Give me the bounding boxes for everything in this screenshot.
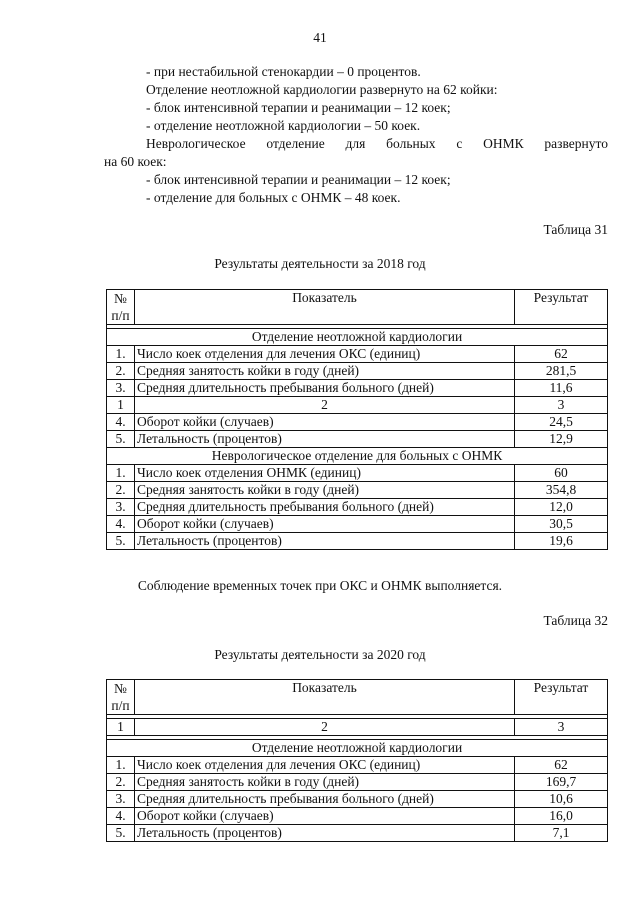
intro-line: - блок интенсивной терапии и реанимации – 12 коек; bbox=[146, 172, 451, 187]
row-indicator: Летальность (процентов) bbox=[135, 533, 515, 550]
table-row bbox=[107, 533, 608, 550]
row-num: 3. bbox=[107, 380, 135, 397]
table-row bbox=[107, 465, 608, 482]
row-result: 30,5 bbox=[515, 516, 608, 533]
row-num: 2. bbox=[107, 482, 135, 499]
row-num: 1. bbox=[107, 465, 135, 482]
row-num: 1. bbox=[107, 757, 135, 774]
column-numbering-row bbox=[107, 397, 608, 414]
row-indicator: Средняя длительность пребывания больного (дней) bbox=[135, 791, 515, 808]
table-row bbox=[107, 825, 608, 842]
header-result: Результат bbox=[515, 290, 608, 325]
section-row bbox=[107, 448, 608, 465]
row-indicator: 2 bbox=[135, 397, 515, 414]
table-row bbox=[107, 346, 608, 363]
table32-label: Таблица 32 bbox=[543, 613, 608, 628]
row-num: 1 bbox=[107, 397, 135, 414]
row-indicator: Летальность (процентов) bbox=[135, 825, 515, 842]
row-num: 3. bbox=[107, 499, 135, 516]
intro-line: - отделение неотложной кардиологии – 50 коек. bbox=[146, 118, 421, 133]
table-header-row bbox=[107, 680, 608, 715]
row-result: 12,9 bbox=[515, 431, 608, 448]
table-row bbox=[107, 774, 608, 791]
table31 bbox=[106, 289, 608, 550]
row-num: 2. bbox=[107, 774, 135, 791]
row-num: 3. bbox=[107, 791, 135, 808]
section-title: Отделение неотложной кардиологии bbox=[107, 329, 608, 346]
row-result: 10,6 bbox=[515, 791, 608, 808]
table32 bbox=[106, 679, 608, 842]
table32-title: Результаты деятельности за 2020 год bbox=[214, 647, 426, 662]
intro-line: на 60 коек: bbox=[104, 154, 167, 169]
intro-line: - при нестабильной стенокардии – 0 процентов. bbox=[146, 64, 421, 79]
row-indicator: Летальность (процентов) bbox=[135, 431, 515, 448]
row-result: 19,6 bbox=[515, 533, 608, 550]
row-result: 281,5 bbox=[515, 363, 608, 380]
table-row bbox=[107, 414, 608, 431]
row-num: 5. bbox=[107, 825, 135, 842]
section-title: Неврологическое отделение для больных с ОНМК bbox=[107, 448, 608, 465]
row-num: 1. bbox=[107, 346, 135, 363]
row-indicator: Средняя занятость койки в году (дней) bbox=[135, 482, 515, 499]
intro-text bbox=[104, 63, 608, 207]
row-result: 354,8 bbox=[515, 482, 608, 499]
table31-label: Таблица 31 bbox=[543, 222, 608, 237]
row-result: 169,7 bbox=[515, 774, 608, 791]
row-num: 2. bbox=[107, 363, 135, 380]
table-row bbox=[107, 380, 608, 397]
row-indicator: Средняя занятость койки в году (дней) bbox=[135, 363, 515, 380]
row-indicator: Средняя занятость койки в году (дней) bbox=[135, 774, 515, 791]
row-num: 5. bbox=[107, 533, 135, 550]
row-num: 4. bbox=[107, 808, 135, 825]
row-result: 3 bbox=[515, 397, 608, 414]
row-indicator: Средняя длительность пребывания больного (дней) bbox=[135, 380, 515, 397]
table-row bbox=[107, 499, 608, 516]
header-num: № п/п bbox=[107, 290, 135, 325]
intro-line: Отделение неотложной кардиологии развернуто на 62 койки: bbox=[146, 82, 498, 97]
row-num: 1 bbox=[107, 719, 135, 736]
row-indicator: Средняя длительность пребывания больного (дней) bbox=[135, 499, 515, 516]
row-indicator: Число коек отделения для лечения ОКС (единиц) bbox=[135, 757, 515, 774]
table-row bbox=[107, 431, 608, 448]
row-result: 16,0 bbox=[515, 808, 608, 825]
table-row bbox=[107, 757, 608, 774]
row-indicator: Оборот койки (случаев) bbox=[135, 808, 515, 825]
row-result: 60 bbox=[515, 465, 608, 482]
body-paragraph: Соблюдение временных точек при ОКС и ОНМК выполняется. bbox=[137, 578, 503, 593]
row-indicator: Число коек отделения ОНМК (единиц) bbox=[135, 465, 515, 482]
row-indicator: Число коек отделения для лечения ОКС (единиц) bbox=[135, 346, 515, 363]
intro-line: - отделение для больных с ОНМК – 48 коек. bbox=[146, 190, 401, 205]
row-num: 5. bbox=[107, 431, 135, 448]
header-indicator: Показатель bbox=[135, 680, 515, 715]
row-result: 24,5 bbox=[515, 414, 608, 431]
row-result: 12,0 bbox=[515, 499, 608, 516]
row-num: 4. bbox=[107, 516, 135, 533]
intro-line: Неврологическое отделение для больных с ОНМК развернуто bbox=[146, 136, 608, 151]
table-row bbox=[107, 791, 608, 808]
table-row bbox=[107, 482, 608, 499]
header-num: № п/п bbox=[107, 680, 135, 715]
intro-line: - блок интенсивной терапии и реанимации – 12 коек; bbox=[146, 100, 451, 115]
row-indicator: 2 bbox=[135, 719, 515, 736]
row-result: 62 bbox=[515, 346, 608, 363]
section-row bbox=[107, 740, 608, 757]
section-row bbox=[107, 329, 608, 346]
row-result: 62 bbox=[515, 757, 608, 774]
row-indicator: Оборот койки (случаев) bbox=[135, 414, 515, 431]
row-num: 4. bbox=[107, 414, 135, 431]
row-indicator: Оборот койки (случаев) bbox=[135, 516, 515, 533]
row-result: 3 bbox=[515, 719, 608, 736]
header-indicator: Показатель bbox=[135, 290, 515, 325]
section-title: Отделение неотложной кардиологии bbox=[107, 740, 608, 757]
table-row bbox=[107, 516, 608, 533]
row-result: 11,6 bbox=[515, 380, 608, 397]
header-result: Результат bbox=[515, 680, 608, 715]
table31-title: Результаты деятельности за 2018 год bbox=[214, 256, 426, 271]
table-row bbox=[107, 808, 608, 825]
table-header-row bbox=[107, 290, 608, 325]
page-number: 41 bbox=[313, 30, 327, 45]
table-row bbox=[107, 363, 608, 380]
column-numbering-row bbox=[107, 719, 608, 736]
row-result: 7,1 bbox=[515, 825, 608, 842]
